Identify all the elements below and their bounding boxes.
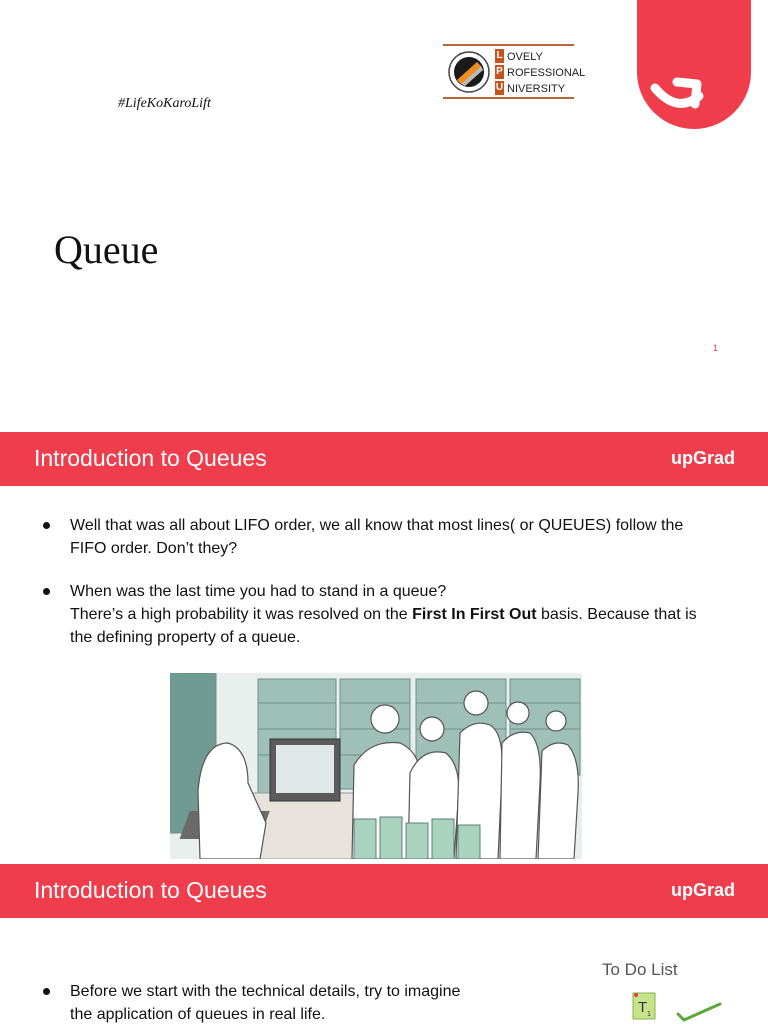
title-slide [0, 0, 768, 432]
bullet-list [40, 514, 745, 669]
slide-title: Queue [54, 227, 159, 272]
bullet-line: Before we start with the technical details, try to imagine [70, 983, 461, 1000]
bullet-list [40, 980, 560, 1024]
page-number: 1 [713, 343, 719, 353]
bullet-bold-text: First In First Out [412, 606, 537, 623]
checkmark-icon [674, 998, 724, 1022]
task-card-icon [632, 992, 664, 1020]
bullet-text: There’s a high probability it was resolved on the [70, 606, 413, 623]
university-logo [443, 44, 586, 99]
header-title: Introduction to Queues [34, 877, 267, 903]
bullet-line: When was the last time you had to stand in a queue? [70, 583, 447, 600]
bullet-item [40, 514, 745, 560]
bullet-text: basis. Because that is [536, 606, 697, 623]
bullet-line [70, 603, 745, 626]
todo-title: To Do List [602, 960, 678, 979]
bullet-item [40, 980, 560, 1024]
logo-word-professional: ROFESSIONAL [507, 67, 586, 79]
hashtag-text: #LifeKoKaroLift [118, 96, 211, 111]
bullet-item [40, 580, 745, 649]
university-emblem-icon [447, 50, 491, 94]
logo-word-university: NIVERSITY [507, 83, 566, 95]
intro-slide-continued [0, 864, 768, 1024]
bullet-line: Well that was all about LIFO order, we all know that most lines( or QUEUES) follow the [70, 517, 684, 534]
bullet-line: FIFO order. Don’t they? [70, 540, 238, 557]
logo-letter-u: U [495, 82, 504, 93]
slide-header [0, 432, 768, 486]
slide-header [0, 864, 768, 918]
logo-word-lovely: OVELY [507, 51, 543, 63]
upgrad-brand: upGrad [670, 448, 735, 468]
bullet-line: the application of queues in real life. [70, 1006, 326, 1023]
svg-text:T: T [638, 999, 648, 1016]
queue-illustration [170, 673, 582, 859]
upgrad-arrow-tab-icon [637, 0, 751, 132]
intro-slide [0, 432, 768, 864]
svg-text:1: 1 [647, 1011, 651, 1018]
bullet-line: the defining property of a queue. [70, 629, 301, 646]
todo-list-graphic [602, 960, 722, 1018]
logo-letter-l: L [496, 50, 503, 61]
logo-letter-p: P [496, 66, 503, 77]
header-title: Introduction to Queues [34, 445, 267, 471]
upgrad-brand: upGrad [670, 880, 735, 900]
